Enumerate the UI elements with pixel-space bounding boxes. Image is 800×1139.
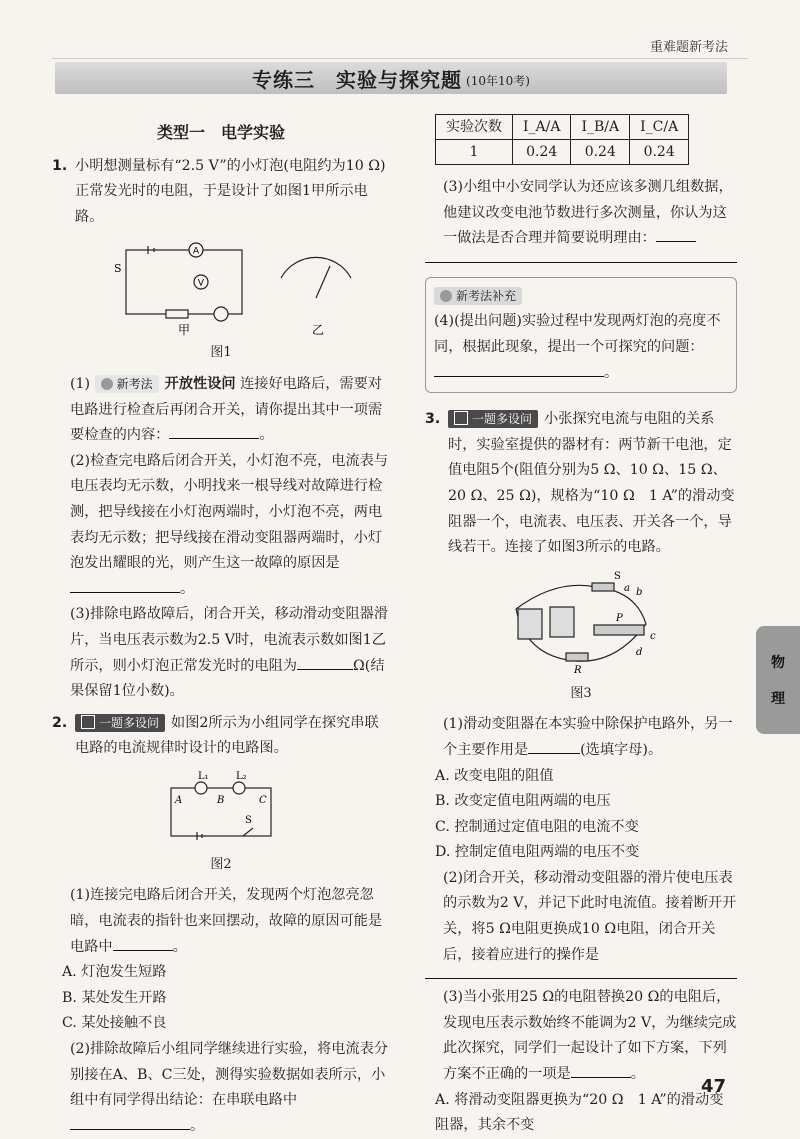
question-stem: 小明想测量标有“2.5 V”的小灯泡(电阻约为10 Ω)正常发光时的电阻，于是设计了如图1甲所示电路。 [75, 157, 386, 225]
figure-3-s-label: S [614, 570, 621, 582]
figure-1-yi-label: 乙 [312, 323, 325, 338]
question-stem: 小张探究电流与电阻的关系时，实验室提供的器材有：两节新干电池，定值电阻5个(阻值分别为5 Ω、10 Ω、15 Ω、20 Ω、25 Ω)，规格为“10 Ω 1 A”的滑动变阻器一个，电流表、电压表、开关各一个，导线若干。连接了如图3所示的电路。 [448, 411, 735, 556]
answer-line[interactable] [425, 252, 737, 263]
answer-blank[interactable] [70, 578, 180, 593]
option-b: B. 某处发生开路 [62, 989, 167, 1006]
q3-part2: (2)闭合开关，移动滑动变阻器的滑片使电压表的示数为2 V，并记下此时电流值。接着断开开关，将5 Ω电阻更换成10 Ω电阻，闭合开关后，接着应进行的操作是 [443, 869, 737, 963]
table-cell: 0.24 [571, 140, 630, 165]
table-cell: 1 [436, 140, 513, 165]
option-a: A. 灯泡发生短路 [62, 964, 167, 981]
rheostat [594, 625, 644, 635]
table-header: I_C/A [630, 115, 689, 140]
rheostat [166, 310, 188, 318]
figure-3-b-label: b [636, 586, 643, 598]
q1-part2: (2)检查完电路后闭合开关，小灯泡不亮，电流表与电压表均无示数，小明找来一根导线对故障进行检测，把导线接在小灯泡两端时，小灯泡不亮，两电表均无示数；把导线接在滑动变阻器两端时，小灯泡发出耀眼的光，则产生这一故障的原因是。 [70, 452, 389, 597]
figure-3-p-label: P [616, 612, 623, 624]
answer-blank[interactable] [434, 362, 604, 377]
multi-question-tag: 一题多设问 [448, 410, 538, 428]
title-banner [55, 62, 727, 94]
table-cell: 0.24 [630, 140, 689, 165]
figure-3-c-label: c [650, 630, 656, 642]
left-column [52, 116, 390, 1139]
figure-2-l2-label: L₂ [236, 770, 247, 782]
figure-3-r-label: R [574, 664, 582, 676]
running-header: 重难题新考法 [649, 40, 728, 55]
voltmeter [550, 607, 574, 637]
figure-2-s-label: S [245, 814, 252, 826]
new-method-text: (4)(提出问题)实验过程中发现两灯泡的亮度不同，根据此现象，提出一个可探究的问题：。 [434, 313, 721, 381]
banner-subtitle: (10年10考) [466, 73, 530, 88]
lamp [214, 307, 228, 321]
q2-part1: (1)连接完电路后闭合开关，发现两个灯泡忽亮忽暗，电流表的指针也来回摆动，故障的原因可能是电路中 。 [70, 887, 383, 955]
option-c: C. 某处接触不良 [62, 1015, 167, 1032]
check-icon [454, 411, 468, 425]
figure-1-jia-label: 甲 [178, 323, 191, 338]
figure-3-d-label: d [636, 646, 643, 658]
answer-blank[interactable] [571, 1063, 631, 1078]
figure-caption: 图1 [210, 345, 232, 361]
answer-blank[interactable] [169, 424, 259, 439]
answer-line[interactable] [425, 968, 737, 979]
table-header: I_B/A [571, 115, 630, 140]
option-a: A. 改变电阻的阻值 [435, 767, 554, 784]
data-table [435, 114, 689, 165]
side-tab-char: 物 [771, 655, 785, 671]
question-stem: 如图2所示为小组同学在探究串联电路的电流规律时设计的电路图。 [75, 714, 379, 757]
figure-2-a-label: A [175, 794, 183, 806]
section-heading: 类型一 电学实验 [156, 123, 285, 142]
page-number: 47 [700, 1076, 726, 1097]
lamp-l1 [195, 782, 207, 794]
option-b: B. 改变定值电阻两端的电压 [435, 793, 611, 810]
question-number: 1. [52, 157, 68, 174]
figure-caption: 图2 [210, 856, 232, 872]
q2-part3: (3)小组中小安同学认为还应该多测几组数据，他建议改变电池节数进行多次测量，你认为这一做法是否合理并简要说明理由： [443, 179, 733, 247]
right-column [425, 110, 737, 1139]
answer-blank[interactable] [297, 655, 353, 670]
q3-part3: (3)当小张用25 Ω的电阻替换20 Ω的电阻后，发现电压表示数始终不能调为2 V，为继续完成此次探究，同学们一起设计了如下方案，下列方案不正确的一项是 。 [443, 989, 737, 1083]
svg-text:A: A [192, 246, 200, 257]
table-header: 实验次数 [436, 115, 513, 140]
multi-question-tag: 一题多设问 [75, 714, 165, 732]
option-d: D. 控制定值电阻两端的电压不变 [435, 844, 640, 861]
svg-text:V: V [197, 278, 205, 289]
meter-dial [281, 258, 351, 279]
question-1 [52, 154, 390, 231]
answer-blank[interactable] [113, 936, 173, 951]
figure-2-b-label: B [217, 794, 225, 806]
answer-blank[interactable] [70, 1115, 190, 1130]
question-number: 2. [52, 714, 68, 731]
check-icon [81, 715, 95, 729]
lightbulb-icon [101, 378, 113, 390]
banner-title: 专练三 实验与探究题 [252, 67, 463, 92]
keyword: 开放性设问 [164, 375, 236, 392]
switch [243, 828, 253, 836]
figure-caption: 图3 [570, 685, 592, 701]
answer-blank[interactable] [656, 227, 696, 242]
lamp-l2 [233, 782, 245, 794]
question-3 [425, 407, 737, 561]
q2-part2: (2)排除故障后小组同学继续进行实验，将电流表分别接在A、B、C三处，测得实验数据如表所示，小组中有同学得出结论：在串联电路中。 [70, 1041, 389, 1134]
answer-blank[interactable] [528, 739, 580, 754]
part-text: 连接好电路后，需要对电路进行检查后再闭合开关，请你提出其中一项需要检查的内容： [70, 375, 383, 444]
figure-2 [161, 770, 281, 850]
figure-2-c-label: C [259, 794, 267, 806]
new-method-label: 新考法补充 [434, 287, 522, 305]
option-c: C. 控制通过定值电阻的电流不变 [435, 818, 639, 835]
header-divider [52, 58, 748, 59]
question-2 [52, 711, 390, 762]
option-a: A. 将滑动变阻器更换为“20 Ω 1 A”的滑动变阻器，其余不变 [435, 1091, 724, 1134]
q1-part3: (3)排除电路故障后，闭合开关，移动滑动变阻器滑片，当电压表示数为2.5 V时，电流表示数如图1乙所示，则小灯泡正常发光时的电阻为 Ω(结果保留1位小数)。 [70, 606, 389, 700]
lightbulb-icon [440, 290, 452, 302]
question-number: 3. [425, 411, 441, 428]
ammeter [518, 609, 542, 639]
battery [592, 583, 614, 591]
new-method-tag: 新考法 [95, 375, 159, 393]
figure-3-a-label: a [624, 582, 630, 594]
figure-1-s-label: S [114, 262, 122, 276]
figure-2-l1-label: L₁ [198, 770, 209, 782]
q1-part1: (1) 新考法 开放性设问 连接好电路后，需要对电路进行检查后再闭合开关，请你提出其中一项需要检查的内容： 。 [70, 375, 383, 444]
circuit-jia [126, 250, 242, 314]
part-number: (1) [70, 375, 91, 392]
table-cell: 0.24 [513, 140, 571, 165]
q3-part1: (1)滑动变阻器在本实验中除保护电路外，另一个主要作用是 (选填字母)。 [443, 716, 733, 758]
figure-1 [86, 238, 356, 338]
figure-3 [496, 569, 666, 679]
table-header: I_A/A [513, 115, 571, 140]
new-method-box [425, 277, 737, 393]
subject-side-tab [756, 626, 800, 734]
side-tab-char: 理 [771, 691, 785, 707]
meter-needle [316, 266, 330, 298]
resistor [566, 653, 588, 661]
